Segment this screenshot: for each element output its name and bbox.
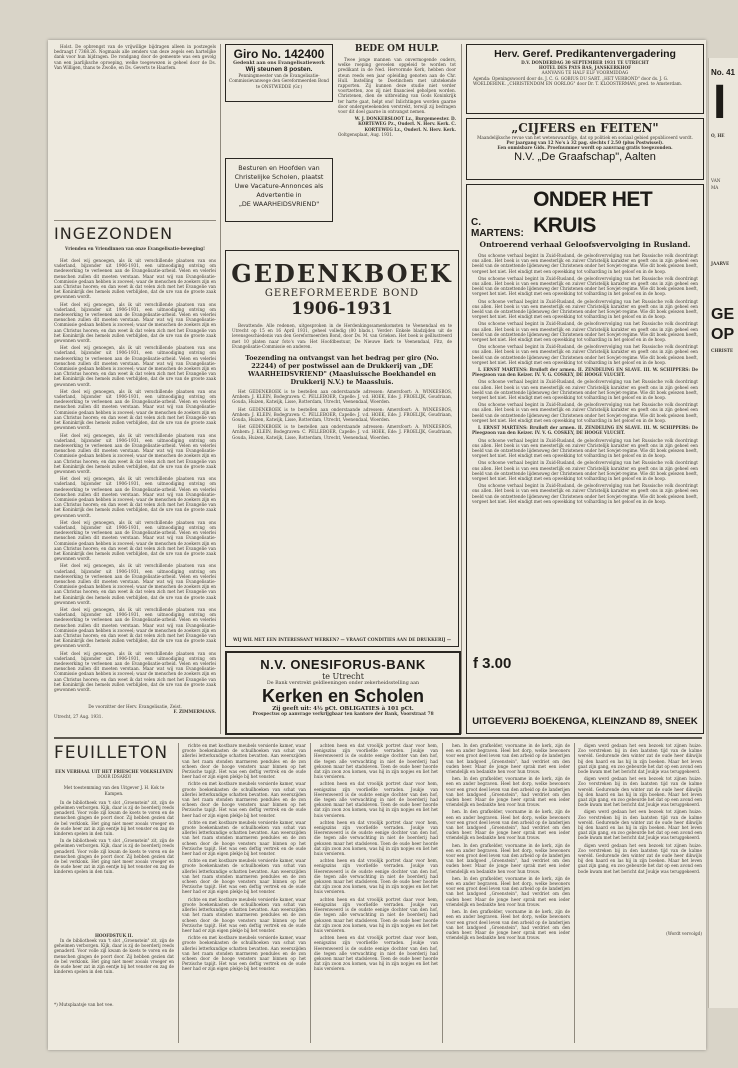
column-lead	[54, 44, 216, 214]
column-rule	[310, 743, 311, 1043]
feuilleton-paragraph: In de bibliotheek van 't slot „Groenstein" zit, zijn de geheimen verborgen. Kijk, daar is zij de boerderij reeds genaderd. Voor volle zijl kwam de koets te voren en de menschen gingen de poort door. Zij hebben gezien dat de bel verklonk. Het ging niet meer zooals vroeger en de oude heer zat in zijn eentje bij het venster en zag de kinderen spelen in den tuin.	[54, 938, 174, 975]
next-page-edge	[708, 58, 738, 1008]
agents-paragraph: Het GEDENKBOEK is te bestellen aan onderstaande adressen: Amersfoort: A. WINKESBOS, Arnhem: J. KLEIN, Bodegraven: C. PELLEBOER, Capelle: J. v.d. HOEK, Ede: J. FROELIJK, Goudriaan, Gouda, Huizen, Katwijk, Lisse, Rotterdam, Utrecht, Veenendaal, Woerden.	[232, 389, 452, 405]
feuilleton-body-2	[54, 938, 174, 998]
story-paragraph: achten heen en dat vroolijk portret daar voor hem, eenigszins zijn voorliefde verraden. Joukje van Heerenweerd is de oudste eenige dochter van den hof, die tegen alle verwachting in niet de boerderij had gekozen maar het stadsleven. Toen de oude heer hoorde dat zijn zoon zou komen, was hij in zijn nopjes en liet het huis versieren.	[314, 896, 438, 933]
ingezonden-subtitle: Vrienden en Vriendinnen van onze Evangelisatie-beweging!	[65, 246, 205, 251]
story-paragraph: richte en met kostbare meubels versierde kamer, waar groote boekenkasten de schuilhoeken van schat van allerlei letterkundige schatten bevatten. Aan weerszijden van het raam stonden marmeren pendules en de zon scheen door de hooge vensters naar binnen op het Perzische tapijt. Het was een deftig vertrek en de oude heer had er zijn eigen plekje bij het venster.	[182, 743, 306, 780]
story-paragraph: digen werd gedaan het een bezoek tot zijnen huize. Zoo verstreken bij in den laatsten tijd van de kalme wereld. Gedurende den winter zat de oude heer dikwijls bij den haard en las hij in zijn boeken. Maar het leven gaat zijn gang, en zoo gebeurde het dat op een avond een bode kwam met het bericht dat Joukje was teruggekeerd.	[578, 776, 702, 808]
onesiforus-line: De Bank verstrekt geldleeningen onder zekerheidsstelling aan	[266, 681, 420, 686]
bede-date: Ooltgensplaat, Aug. 1931.	[338, 131, 394, 137]
onesiforus-subtitle: te Utrecht	[322, 672, 364, 681]
gedenkboek-footer: WIJ WIL MET EEN INTERESSANT WERKEN? — VRAAGT CONDITIES AAN DE DRUKKERIJ —	[232, 636, 452, 642]
feuilleton-subtitle: EEN VERHAAL UIT HET FRIESCHE VOLKSLEVEN	[55, 769, 173, 774]
gedenkboek-years: 1906-1931	[291, 299, 393, 319]
edge-line: JAARVE	[711, 260, 730, 266]
gedenkboek-body	[226, 323, 458, 349]
gedenkboek-subtitle: GEREFORMEERDE BOND	[264, 288, 420, 299]
herv-ad	[466, 44, 704, 114]
signature: F. ZIMMERMANS.	[173, 709, 216, 715]
giro-line-1: Gedenkt aan ons Evangelisatiewerk	[233, 61, 325, 66]
story-paragraph: richte en met kostbare meubels versierde kamer, waar groote boekenkasten de schuilhoeken van schat van allerlei letterkundige schatten bevatten. Aan weerszijden van het raam stonden marmeren pendules en de zon scheen door de hooge vensters naar binnen op het Perzische tapijt. Het was een deftig vertrek en de oude heer had er zijn eigen plekje bij het venster.	[182, 819, 306, 857]
feuilleton-footnote: *) Mutsplaatsje van het vee.	[54, 1002, 114, 1008]
story-paragraph: achten heen en dat vroolijk portret daar voor hem, eenigszins zijn voorliefde verraden. Joukje van Heerenweerd is de oudste eenige dochter van den hof, die tegen alle verwachting in niet de boerderij had gekozen maar het stadsleven. Toen de oude heer hoorde dat zijn zoon zou komen, was hij in zijn nopjes en liet het huis versieren.	[314, 743, 438, 780]
martens-paragraph: Ons schoone verhaal begint in Zuid-Rusland, de geloofsvervolging van het Russische volk doordringt ons allen. Het boek is van een meesterlijk en zuiver Christelijk karakter en geeft ons in zijn geheel een beeld van de ontzettende lijdensweg der Christenen onder het Sowjet-regime. Wie dit boek gelezen heeft, vergeet het niet. Het eindigt met een opwekking tot volharding in het geloof en in de hoop.	[472, 344, 698, 365]
body-paragraph: Het doel wij genoegen, als ik uit verschillende plaatsen van ons vaderland, bijzonder uit 1906-1931, een uitnoodiging ontving om medewerking te verleenen aan de Evangelisatie-arbeid. Velen en velerlei menschen zullen dit moeten verstaan. Maar wat wij van Evangelisatie-Commissie gedaan hebben is zooveel; waar de menschen de zoekers zijn en aan Christus hooren; en dan weet ik dat velen zich met het Evangelie van het Koninkrijk des hemels zullen verblijden, dat de ure van de groote zaak gewonnen wordt.	[54, 258, 216, 300]
feuilleton-paragraph: In de bibliotheek van 't slot „Groenstein" zit, zijn de geheimen verborgen. Kijk, daar is zij de boerderij reeds genaderd. Voor volle zijl kwam de koets te voren en de menschen gingen de poort door. Zij hebben gezien dat de bel verklonk. Het ging niet meer zooals vroeger en de oude heer zat in zijn eentje bij het venster en zag de kinderen spelen in den tuin.	[54, 799, 174, 837]
story-paragraph: digen werd gedaan het een bezoek tot zijnen huize. Zoo verstreken bij in den laatsten tijd van de kalme wereld. Gedurende den winter zat de oude heer dikwijls bij den haard en las hij in zijn boeken. Maar het leven gaat zijn gang, en zoo gebeurde het dat op een avond een bode kwam met het bericht dat Joukje was teruggekeerd.	[578, 809, 702, 841]
column-rule	[574, 743, 575, 1043]
martens-paragraph: Ons schoone verhaal begint in Zuid-Rusland, de geloofsvervolging van het Russische volk doordringt ons allen. Het boek is van een meesterlijk en zuiver Christelijk karakter en geeft ons in zijn geheel een beeld van de ontzettende lijdensweg der Christenen onder het Sowjet-regime. Wie dit boek gelezen heeft, vergeet het niet. Het eindigt met een opwekking tot volharding in het geloof en in de hoop.	[472, 253, 698, 274]
edge-line: VAN	[711, 178, 721, 184]
story-paragraph: hen. In den grafkelder, voorname in de kerk, zijn de een en ander begraven. Heel het dorp, welke bewoners voor een groot deel leven van den arbeid op de landerijen van het landgoed „Groenstein", had verdriet om den ouden heer. Maar de jonge heer sprak met een ieder vriendelijk en bedankte hen voor hun trouw.	[446, 875, 570, 907]
besturen-line-1: Besturen en Hoofden van	[238, 164, 320, 172]
onesiforus-title: N.V. ONESIFORUS-BANK	[260, 657, 426, 672]
martens-paragraph: Ons schoone verhaal begint in Zuid-Rusland, de geloofsvervolging van het Russische volk doordringt ons allen. Het boek is van een meesterlijk en zuiver Christelijk karakter en geeft ons in zijn geheel een beeld van de ontzettende lijdensweg der Christenen onder het Sowjet-regime. Wie dit boek gelezen heeft, vergeet het niet. Het eindigt met een opwekking tot volharding in het geloof en in de hoop.	[472, 460, 698, 481]
body-paragraph: Het doel wij genoegen, als ik uit verschillende plaatsen van ons vaderland, bijzonder uit 1906-1931, een uitnoodiging ontving om medewerking te verleenen aan de Evangelisatie-arbeid. Velen en velerlei menschen zullen dit moeten verstaan. Maar wat wij van Evangelisatie-Commissie gedaan hebben is zooveel; waar de menschen de zoekers zijn en aan Christus hooren; en dan weet ik dat velen zich met het Evangelie van het Koninkrijk des hemels zullen verblijden, dat de ure van de groote zaak gewonnen wordt.	[54, 432, 216, 474]
martens-series: I. ERNST MARTENS: Bruiloft der armen. II. ZENDELING EN SLAVE. III. W. SCHIPPERS: De Pleegzoon van den Keizer. IV. V. G. COSKEY, DE HOOGE VLUCHT.	[472, 367, 698, 378]
gedenkboek-ad	[225, 250, 459, 647]
agents-paragraph: Het GEDENKBOEK is te bestellen aan onderstaande adressen: Amersfoort: A. WINKESBOS, Arnhem: J. KLEIN, Bodegraven: C. PELLEBOER, Capelle: J. v.d. HOEK, Ede: J. FROELIJK, Goudriaan, Gouda, Huizen, Katwijk, Lisse, Rotterdam, Utrecht, Veenendaal, Woerden.	[232, 406, 452, 423]
edge-heading: OP	[711, 325, 735, 343]
edge-line: CHRISTE	[711, 347, 734, 353]
onesiforus-big: Kerken en Scholen	[261, 686, 425, 707]
story-paragraph: achten heen en dat vroolijk portret daar voor hem, eenigszins zijn voorliefde verraden. Joukje van Heerenweerd is de oudste eenige dochter van den hof, die tegen alle verwachting in niet de boerderij had gekozen maar het stadsleven. Toen de oude heer hoorde dat zijn zoon zou komen, was hij in zijn nopjes en liet het huis versieren.	[314, 781, 438, 818]
newspaper-page	[48, 40, 706, 1050]
bede-signers: W. J. DONKERSLOOT Lz., Burgemeester. D. KORTEWEG Pz., Ouderl. N. Herv. Kerk. C. KORTEWEG Lz., Ouderl. N. Herv. Kerk.	[354, 116, 456, 132]
besturen-ad	[225, 158, 333, 222]
edge-heading: GE	[711, 305, 735, 323]
ingezonden-title: INGEZONDEN	[54, 224, 174, 243]
agents-paragraph: Het GEDENKBOEK is te bestellen aan onderstaande adressen: Amersfoort: A. WINKESBOS, Arnhem: J. KLEIN, Bodegraven: C. PELLEBOER, Capelle: J. v.d. HOEK, Ede: J. FROELIJK, Goudriaan, Gouda, Huizen, Katwijk, Lisse, Rotterdam, Utrecht, Veenendaal, Woerden.	[232, 424, 452, 440]
story-column-4	[578, 743, 702, 1043]
story-column-3	[446, 743, 570, 1043]
bede-article	[338, 44, 456, 244]
onesiforus-rate: Zij geeft uit: 4½ pCt. OBLIGATIES à 101 pCt.	[272, 706, 414, 713]
ingezonden-header	[54, 224, 216, 251]
column-rule	[220, 44, 221, 734]
martens-paragraph: Ons schoone verhaal begint in Zuid-Rusland, de geloofsvervolging van het Russische volk doordringt ons allen. Het boek is van een meesterlijk en zuiver Christelijk karakter en geeft ons in zijn geheel een beeld van de ontzettende lijdensweg der Christenen onder het Sowjet-regime. Wie dit boek gelezen heeft, vergeet het niet. Het eindigt met een opwekking tot volharding in het geloof en in de hoop.	[472, 298, 698, 320]
lead-paragraph: Holst. De opbrengst van de vrijwillige bijdragen alleen in postzegels bedraagt f 7368.26. Nogmaals alle zenders van deze zegels een hartelijke dank voor hun bijdragen. De rondgang door de gemeente was een gevolg van een jaarlijksche oproeping, welke toegewezen is geheel door de Ds. Van Willigen, thans te Zwolle, en Ds. Geverts te Haarlem.	[54, 44, 216, 70]
column-rule	[178, 743, 179, 1043]
martens-header	[467, 185, 703, 239]
besturen-line-3: Uwe Vacature-Annonces als	[234, 182, 324, 190]
martens-title: ONDER HET KRUIS	[533, 188, 653, 237]
feuilleton-body	[54, 800, 174, 930]
body-paragraph: Het doel wij genoegen, als ik uit verschillende plaatsen van ons vaderland, bijzonder uit 1906-1931, een uitnoodiging ontving om medewerking te verleenen aan de Evangelisatie-arbeid. Velen en velerlei menschen zullen dit moeten verstaan. Maar wat wij van Evangelisatie-Commissie gedaan hebben is zooveel; waar de menschen de zoekers zijn en aan Christus hooren; en dan weet ik dat velen zich met het Evangelie van het Koninkrijk des hemels zullen verblijden, dat de ure van de groote zaak gewonnen wordt.	[54, 345, 216, 387]
body-paragraph: Het doel wij genoegen, als ik uit verschillende plaatsen van ons vaderland, bijzonder uit 1906-1931, een uitnoodiging ontving om medewerking te verleenen aan de Evangelisatie-arbeid. Velen en velerlei menschen zullen dit moeten verstaan. Maar wat wij van Evangelisatie-Commissie gedaan hebben is zooveel; waar de menschen de zoekers zijn en aan Christus hooren; en dan weet ik dat velen zich met het Evangelie van het Koninkrijk des hemels zullen verblijden, dat de ure van de groote zaak gewonnen wordt.	[54, 607, 216, 649]
story-paragraph: richte en met kostbare meubels versierde kamer, waar groote boekenkasten de schuilhoeken van schat van allerlei letterkundige schatten bevatten. Aan weerszijden van het raam stonden marmeren pendules en de zon scheen door de hooge vensters naar binnen op het Perzische tapijt. Het was een deftig vertrek en de oude heer had er zijn eigen plekje bij het venster.	[182, 935, 306, 972]
story-column-1	[182, 743, 306, 1043]
martens-paragraph: Ons schoone verhaal begint in Zuid-Rusland, de geloofsvervolging van het Russische volk doordringt ons allen. Het boek is van een meesterlijk en zuiver Christelijk karakter en geeft ons in zijn geheel een beeld van de ontzettende lijdensweg der Christenen onder het Sowjet-regime. Wie dit boek gelezen heeft, vergeet het niet. Het eindigt met een opwekking tot volharding in het geloof en in de hoop.	[472, 402, 698, 423]
bede-body	[338, 57, 456, 114]
story-paragraph: digen werd gedaan het een bezoek tot zijnen huize. Zoo verstreken bij in den laatsten tijd van de kalme wereld. Gedurende den winter zat de oude heer dikwijls bij den haard en las hij in zijn boeken. Maar het leven gaat zijn gang, en zoo gebeurde het dat op een avond een bode kwam met het bericht dat Joukje was teruggekeerd.	[578, 743, 702, 775]
closing-block	[54, 704, 216, 720]
feuilleton-author: DOOR IDSARDI	[97, 774, 131, 780]
onesiforus-prospectus: Prospectus op aanvrage verkrijgbaar ten kantore der Bank, Voorstraat 78	[252, 712, 434, 718]
body-paragraph: Het doel wij genoegen, als ik uit verschillende plaatsen van ons vaderland, bijzonder uit 1906-1931, een uitnoodiging ontving om medewerking te verleenen aan de Evangelisatie-arbeid. Velen en velerlei menschen zullen dit moeten verstaan. Maar wat wij van Evangelisatie-Commissie gedaan hebben is zooveel; waar de menschen de zoekers zijn en aan Christus hooren; en dan weet ik dat velen zich met het Evangelie van het Koninkrijk des hemels zullen verblijden, dat de ure van de groote zaak gewonnen wordt.	[54, 476, 216, 518]
body-paragraph: Het doel wij genoegen, als ik uit verschillende plaatsen van ons vaderland, bijzonder uit 1906-1931, een uitnoodiging ontving om medewerking te verleenen aan de Evangelisatie-arbeid. Velen en velerlei menschen zullen dit moeten verstaan. Maar wat wij van Evangelisatie-Commissie gedaan hebben is zooveel; waar de menschen de zoekers zijn en aan Christus hooren; en dan weet ik dat velen zich met het Evangelie van het Koninkrijk des hemels zullen verblijden, dat de ure van de groote zaak gewonnen wordt.	[54, 519, 216, 562]
gedenkboek-title: GEDENKBOEK	[231, 259, 453, 288]
gedenkboek-order: Toezending na ontvangst van het bedrag per giro (No. 22244) of per postwissel aan de Drukkerij van „DE WAARHEIDSVRIEND" (Maasluissche Boekhandel en Drukkerij N.V.) te Maassluis.	[245, 354, 439, 387]
story-paragraph: achten heen en dat vroolijk portret daar voor hem, eenigszins zijn voorliefde verraden. Joukje van Heerenweerd is de oudste eenige dochter van den hof, die tegen alle verwachting in niet de boerderij had gekozen maar het stadsleven. Toen de oude heer hoorde dat zijn zoon zou komen, was hij in zijn nopjes en liet het huis versieren.	[314, 935, 438, 972]
body-paragraph: Het doel wij genoegen, als ik uit verschillende plaatsen van ons vaderland, bijzonder uit 1906-1931, een uitnoodiging ontving om medewerking te verleenen aan de Evangelisatie-arbeid. Velen en velerlei menschen zullen dit moeten verstaan. Maar wat wij van Evangelisatie-Commissie gedaan hebben is zooveel; waar de menschen de zoekers zijn en aan Christus hooren; en dan weet ik dat velen zich met het Evangelie van het Koninkrijk des hemels zullen verblijden, dat de ure van de groote zaak gewonnen wordt.	[54, 563, 216, 605]
story-paragraph: achten heen en dat vroolijk portret daar voor hem, eenigszins zijn voorliefde verraden. Joukje van Heerenweerd is de oudste eenige dochter van den hof, die tegen alle verwachting in niet de boerderij had gekozen maar het stadsleven. Toen de oude heer hoorde dat zijn zoon zou komen, was hij in zijn nopjes en liet het huis versieren.	[314, 819, 438, 857]
story-paragraph: hen. In den grafkelder, voorname in de kerk, zijn de een en ander begraven. Heel het dorp, welke bewoners voor een groot deel leven van den arbeid op de landerijen van het landgoed „Groenstein", had verdriet om den ouden heer. Maar de jonge heer sprak met een ieder vriendelijk en bedankte hen voor hun trouw.	[446, 909, 570, 941]
cijfers-publisher: N.V. „De Graafschap", Aalten	[514, 150, 656, 163]
story-column-4-body	[578, 743, 702, 923]
story-paragraph: hen. In den grafkelder, voorname in de kerk, zijn de een en ander begraven. Heel het dorp, welke bewoners voor een groot deel leven van den arbeid op de landerijen van het landgoed „Groenstein", had verdriet om den ouden heer. Maar de jonge heer sprak met een ieder vriendelijk en bedankte hen voor hun trouw.	[446, 809, 570, 841]
story-paragraph: richte en met kostbare meubels versierde kamer, waar groote boekenkasten de schuilhoeken van schat van allerlei letterkundige schatten bevatten. Aan weerszijden van het raam stonden marmeren pendules en de zon scheen door de hooge vensters naar binnen op het Perzische tapijt. Het was een deftig vertrek en de oude heer had er zijn eigen plekje bij het venster.	[182, 858, 306, 895]
martens-price: f 3.00	[473, 655, 512, 672]
martens-paragraph: Ons schoone verhaal begint in Zuid-Rusland, de geloofsvervolging van het Russische volk doordringt ons allen. Het boek is van een meesterlijk en zuiver Christelijk karakter en geeft ons in zijn geheel een beeld van de ontzettende lijdensweg der Christenen onder het Sowjet-regime. Wie dit boek gelezen heeft, vergeet het niet. Het eindigt met een opwekking tot volharding in het geloof en in de hoop.	[472, 483, 698, 504]
giro-title: Giro No. 142400	[233, 47, 325, 61]
closing-line: De voorzitter der Herv. Evangelisatie, Zeist.	[88, 704, 182, 709]
gedenkboek-agents	[226, 389, 458, 440]
story-paragraph: hen. In den grafkelder, voorname in de kerk, zijn de een en ander begraven. Heel het dorp, welke bewoners voor een groot deel leven van den arbeid op de landerijen van het landgoed „Groenstein", had verdriet om den ouden heer. Maar de jonge heer sprak met een ieder vriendelijk en bedankte hen voor hun trouw.	[446, 776, 570, 808]
martens-paragraph: Ons schoone verhaal begint in Zuid-Rusland, de geloofsvervolging van het Russische volk doordringt ons allen. Het boek is van een meesterlijk en zuiver Christelijk karakter en geeft ons in zijn geheel een beeld van de ontzettende lijdensweg der Christenen onder het Sowjet-regime. Wie dit boek gelezen heeft, vergeet het niet. Het eindigt met een opwekking tot volharding in het geloof en in de hoop.	[472, 379, 698, 401]
ingezonden-body	[54, 258, 216, 698]
feuilleton-rule	[54, 737, 702, 739]
martens-series: I. ERNST MARTENS: Bruiloft der armen. II. ZENDELING EN SLAVE. III. W. SCHIPPERS: De Pleegzoon van den Keizer. IV. V. G. COSKEY, DE HOOGE VLUCHT.	[472, 425, 698, 436]
martens-subtitle: Ontroerend verhaal Geloofsvervolging in Rusland.	[479, 240, 691, 249]
edge-line: MA	[711, 185, 719, 191]
herv-agenda: Agenda: Openingswoord door ds. J. C. G. GOBIUS DU SART. „HET VERBOND" door ds. J. G. WOELDERINK. „CHRISTENDOM EN OORLOG" door Dr. T. KLOOSTERMAN, pred. te Amsterdam.	[473, 75, 683, 86]
feuilleton-column	[54, 743, 174, 1043]
herv-line-1: D.V. DONDERDAG 30 SEPTEMBER 1931 TE UTRECHT	[521, 60, 649, 65]
cijfers-ad	[466, 118, 704, 180]
bede-title: BEDE OM HULP.	[354, 44, 440, 54]
herv-line-3: AANVANG TE HALF ELF VOORMIDDAG	[541, 70, 629, 76]
date-line: Utrecht, 27 Aug. 1931.	[54, 714, 103, 720]
herv-line-2: HOTEL DES PAYS BAS, JANSKERKHOF	[538, 65, 632, 71]
besturen-line-5: „DE WAARHEIDSVRIEND"	[238, 200, 320, 208]
body-paragraph: Het doel wij genoegen, als ik uit verschillende plaatsen van ons vaderland, bijzonder uit 1906-1931, een uitnoodiging ontving om medewerking te verleenen aan de Evangelisatie-arbeid. Velen en velerlei menschen zullen dit moeten verstaan. Maar wat wij van Evangelisatie-Commissie gedaan hebben is zooveel; waar de menschen de zoekers zijn en aan Christus hooren; en dan weet ik dat velen zich met het Evangelie van het Koninkrijk des hemels zullen verblijden, dat de ure van de groote zaak gewonnen wordt.	[54, 650, 216, 693]
gedenkboek-paragraph: Bevattende: Alle redenen, uitgesproken in de Herdenkingssamenkomsten te Veenendaal en te Utrecht op 15 en 16 April 1931, geheel volledig (80 blads.). Verder: Enkele bladzijden uit de levensgeschiedenis van den Gereformeerden Bond, door Ds. M. van Grieken. Het boek is geïllustreerd met 10 platen naar foto's van: Het Hoofdbestuur, De Nieuwe Kerk te Veenendaal, Fitz, de Evangelisatie-Commissie en anderen.	[232, 323, 452, 349]
cijfers-title: „CIJFERS en FEITEN"	[511, 121, 659, 135]
body-paragraph: Het doel wij genoegen, als ik uit verschillende plaatsen van ons vaderland, bijzonder uit 1906-1931, een uitnoodiging ontving om medewerking te verleenen aan de Evangelisatie-arbeid. Velen en velerlei menschen zullen dit moeten verstaan. Maar wat wij van Evangelisatie-Commissie gedaan hebben is zooveel; waar de menschen de zoekers zijn en aan Christus hooren; en dan weet ik dat velen zich met het Evangelie van het Koninkrijk des hemels zullen verblijden, dat de ure van de groote zaak gewonnen wordt.	[54, 301, 216, 344]
martens-paragraph: Ons schoone verhaal begint in Zuid-Rusland, de geloofsvervolging van het Russische volk doordringt ons allen. Het boek is van een meesterlijk en zuiver Christelijk karakter en geeft ons in zijn geheel een beeld van de ontzettende lijdensweg der Christenen onder het Sowjet-regime. Wie dit boek gelezen heeft, vergeet het niet. Het eindigt met een opwekking tot volharding in het geloof en in de hoop.	[472, 437, 698, 459]
onesiforus-ad	[225, 651, 461, 735]
divider	[54, 220, 216, 221]
cijfers-line-3: Een onmisbare Gids. Proefnummer wordt op aanvraag gratis toegezonden.	[497, 145, 673, 151]
cijfers-line-1: Maandelijksche revue van het wetenswaardige, dat op politiek en sociaal gebied gepubliceerd wordt.	[477, 135, 693, 140]
story-paragraph: richte en met kostbare meubels versierde kamer, waar groote boekenkasten de schuilhoeken van schat van allerlei letterkundige schatten bevatten. Aan weerszijden van het raam stonden marmeren pendules en de zon scheen door de hooge vensters naar binnen op het Perzische tapijt. Het was een deftig vertrek en de oude heer had er zijn eigen plekje bij het venster.	[182, 781, 306, 818]
martens-paragraph: Ons schoone verhaal begint in Zuid-Rusland, de geloofsvervolging van het Russische volk doordringt ons allen. Het boek is van een meesterlijk en zuiver Christelijk karakter en geeft ons in zijn geheel een beeld van de ontzettende lijdensweg der Christenen onder het Sowjet-regime. Wie dit boek gelezen heeft, vergeet het niet. Het eindigt met een opwekking tot volharding in het geloof en in de hoop.	[472, 275, 698, 297]
feuilleton-title: FEUILLETON	[54, 743, 169, 763]
giro-line-3: Penningmeester van de Evangelisatie-Commissievanwege den Gereformeerden Bond te ONSTWEDDE (Gr.)	[229, 73, 329, 89]
martens-author: C. MARTENS:	[471, 217, 524, 239]
continued-note: (Wordt vervolgd)	[666, 931, 702, 936]
story-paragraph: achten heen en dat vroolijk portret daar voor hem, eenigszins zijn voorliefde verraden. Joukje van Heerenweerd is de oudste eenige dochter van den hof, die tegen alle verwachting in niet de boerderij had gekozen maar het stadsleven. Toen de oude heer hoorde dat zijn zoon zou komen, was hij in zijn nopjes en liet het huis versieren.	[314, 858, 438, 895]
cijfers-line-2: Per jaargang van 12 No's à 32 pag. slechts f 2.50 (plus Postwissel).	[506, 140, 664, 146]
feuilleton-chapter: HOOFDSTUK II.	[94, 932, 134, 938]
masthead-fragment: I	[713, 76, 727, 129]
giro-ad	[225, 44, 333, 102]
martens-paragraph: Ons schoone verhaal begint in Zuid-Rusland, de geloofsvervolging van het Russische volk doordringt ons allen. Het boek is van een meesterlijk en zuiver Christelijk karakter en geeft ons in zijn geheel een beeld van de ontzettende lijdensweg der Christenen onder het Sowjet-regime. Wie dit boek gelezen heeft, vergeet het niet. Het eindigt met een opwekking tot volharding in het geloof en in de hoop.	[472, 321, 698, 343]
feuilleton-intro: Met toestemming van den Uitgever J. H. Kok te Kampen.	[63, 785, 165, 796]
column-rule	[461, 44, 462, 734]
column-rule	[442, 743, 443, 1043]
story-paragraph: hen. In den grafkelder, voorname in de kerk, zijn de een en ander begraven. Heel het dorp, welke bewoners voor een groot deel leven van den arbeid op de landerijen van het landgoed „Groenstein", had verdriet om den ouden heer. Maar de jonge heer sprak met een ieder vriendelijk en bedankte hen voor hun trouw.	[446, 743, 570, 775]
martens-ad	[466, 184, 704, 734]
issue-number: No. 41	[711, 68, 736, 77]
story-paragraph: digen werd gedaan het een bezoek tot zijnen huize. Zoo verstreken bij in den laatsten tijd van de kalme wereld. Gedurende den winter zat de oude heer dikwijls bij den haard en las hij in zijn boeken. Maar het leven gaat zijn gang, en zoo gebeurde het dat op een avond een bode kwam met het bericht dat Joukje was teruggekeerd.	[578, 842, 702, 874]
herv-title: Herv. Geref. Predikantenvergadering	[494, 48, 676, 60]
story-paragraph: hen. In den grafkelder, voorname in de kerk, zijn de een en ander begraven. Heel het dorp, welke bewoners voor een groot deel leven van den arbeid op de landerijen van het landgoed „Groenstein", had verdriet om den ouden heer. Maar de jonge heer sprak met een ieder vriendelijk en bedankte hen voor hun trouw.	[446, 842, 570, 874]
edge-line: O, HE	[711, 133, 725, 138]
martens-publisher: UITGEVERIJ BOEKENGA, KLEINZAND 89, SNEEK	[472, 716, 698, 727]
feuilleton-paragraph: In de bibliotheek van 't slot „Groenstein" zit, zijn de geheimen verborgen. Kijk, daar is zij de boerderij reeds genaderd. Voor volle zijl kwam de koets te voren en de menschen gingen de poort door. Zij hebben gezien dat de bel verklonk. Het ging niet meer zooals vroeger en de oude heer zat in zijn eentje bij het venster en zag de kinderen spelen in den tuin.	[54, 838, 174, 875]
story-paragraph: richte en met kostbare meubels versierde kamer, waar groote boekenkasten de schuilhoeken van schat van allerlei letterkundige schatten bevatten. Aan weerszijden van het raam stonden marmeren pendules en de zon scheen door de hooge vensters naar binnen op het Perzische tapijt. Het was een deftig vertrek en de oude heer had er zijn eigen plekje bij het venster.	[182, 896, 306, 933]
besturen-line-2: Christelijke Scholen, plaatst	[234, 173, 324, 181]
story-column-2	[314, 743, 438, 1043]
martens-body	[467, 253, 703, 653]
besturen-line-4: Advertentie in	[256, 191, 302, 199]
giro-line-2: Wij steunen 8 posten.	[245, 66, 313, 74]
bede-paragraph: Twee jonge mannen van onvermogende ouders, welke roeping gevoelen opgeleid te worden tot predikant in de Ned. Hervormde Kerk, hebben door steun reeds een jaar opleiding genoten aan de Chr. Hull. Instelling te Doetinchem met uitstekende rapporten. Zij kunnen deze studie niet verder voortzetten, zoo zij niet financieel geholpen worden. Christenen, dien de uitbreiding van Gods Koninkrijk ter harte gaat, helpt ons! Inlichtingen worden gaarne door ondergeteekenden verstrekt, terwijl zij bedragen voor dit doel gaarne in ontvangst nemen.	[338, 57, 456, 115]
body-paragraph: Het doel wij genoegen, als ik uit verschillende plaatsen van ons vaderland, bijzonder uit 1906-1931, een uitnoodiging ontving om medewerking te verleenen aan de Evangelisatie-arbeid. Velen en velerlei menschen zullen dit moeten verstaan. Maar wat wij van Evangelisatie-Commissie gedaan hebben is zooveel; waar de menschen de zoekers zijn en aan Christus hooren; en dan weet ik dat velen zich met het Evangelie van het Koninkrijk des hemels zullen verblijden, dat de ure van de groote zaak gewonnen wordt.	[54, 388, 216, 431]
